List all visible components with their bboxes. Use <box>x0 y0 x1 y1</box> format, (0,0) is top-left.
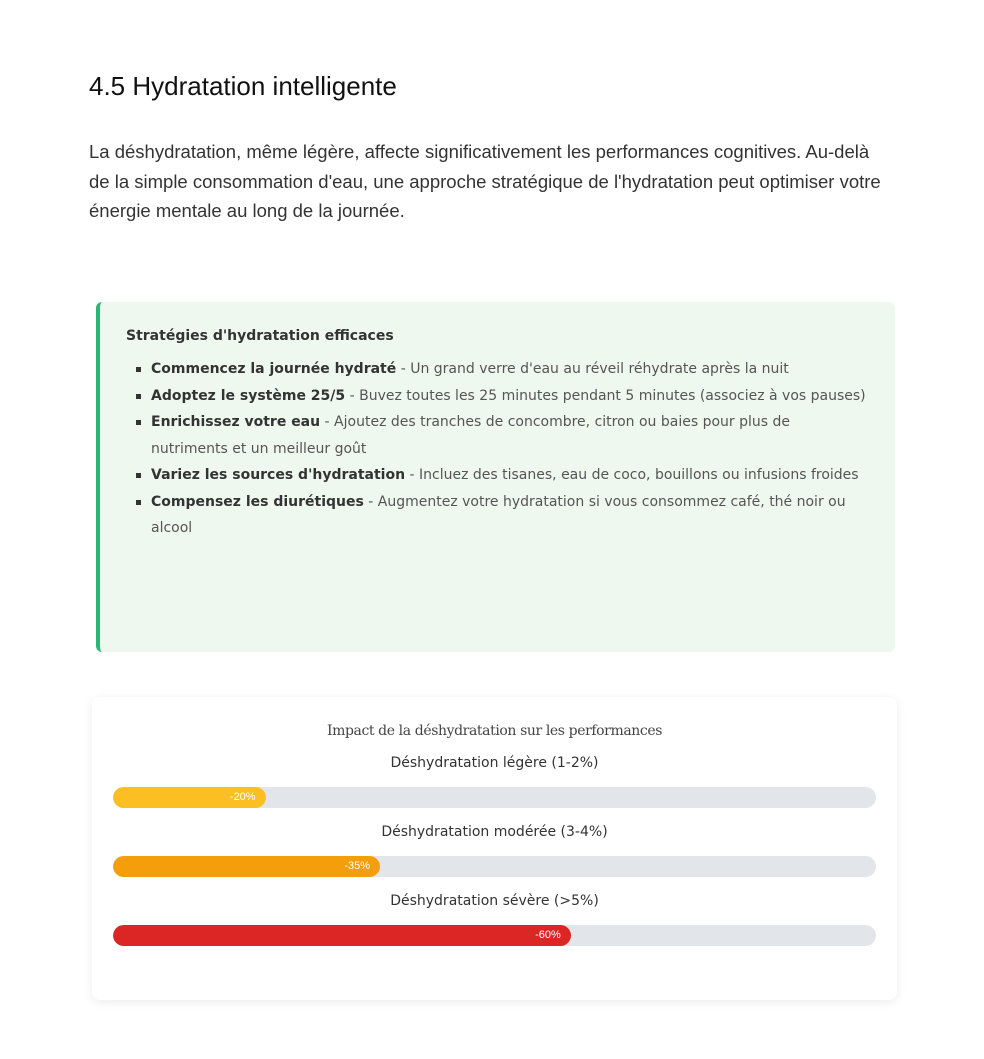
progress-track <box>113 925 876 946</box>
tips-list <box>126 356 869 542</box>
bar-label: Déshydratation légère (1-2%) <box>390 755 599 771</box>
tip-title: Commencez la journée hydraté <box>151 361 397 377</box>
chart-title: Impact de la déshydratation sur les performances <box>326 723 663 739</box>
progress-track <box>113 856 876 877</box>
tip-title: Variez les sources d'hydratation <box>151 467 406 483</box>
tip-title: Adoptez le système 25/5 <box>151 387 346 404</box>
list-item <box>136 462 869 489</box>
intro-paragraph: La déshydratation, même légère, affecte significativement les performances cognitives. Au-delà de la simple consommation d'eau, une approche stratégique de l'hydratation peut optimiser votre énergie mentale au long de la journée. <box>89 141 881 221</box>
list-item <box>136 383 869 410</box>
bar-label: Déshydratation modérée (3-4%) <box>381 824 608 840</box>
list-item <box>136 489 869 542</box>
tip-text: - Incluez des tisanes, eau de coco, bouillons ou infusions froides <box>405 467 859 483</box>
dehydration-impact-card <box>92 697 897 1000</box>
progress-fill: -20% <box>113 787 266 808</box>
list-item <box>136 409 869 462</box>
bar-label: Déshydratation sévère (>5%) <box>390 893 599 909</box>
tip-title: Compensez les diurétiques <box>151 493 364 510</box>
tip-text: - Augmentez votre hydratation si vous consommez café, thé noir ou alcool <box>151 493 846 536</box>
tip-text: - Ajoutez des tranches de concombre, citron ou baies pour plus de nutriments et un meilleur goût <box>151 414 791 457</box>
progress-fill: -35% <box>113 856 380 877</box>
tip-title: Enrichissez votre eau <box>151 414 321 430</box>
impact-row <box>113 755 876 808</box>
impact-row <box>113 893 876 946</box>
hydration-tips-box <box>96 302 895 652</box>
tip-text: - Un grand verre d'eau au réveil réhydrate après la nuit <box>396 361 789 377</box>
progress-fill: -60% <box>113 925 571 946</box>
progress-track <box>113 787 876 808</box>
section-heading: 4.5 Hydratation intelligente <box>89 71 397 101</box>
tips-title: Stratégies d'hydratation efficaces <box>126 328 394 344</box>
tip-text: - Buvez toutes les 25 minutes pendant 5 minutes (associez à vos pauses) <box>345 387 866 404</box>
list-item <box>136 356 869 383</box>
impact-row <box>113 824 876 877</box>
